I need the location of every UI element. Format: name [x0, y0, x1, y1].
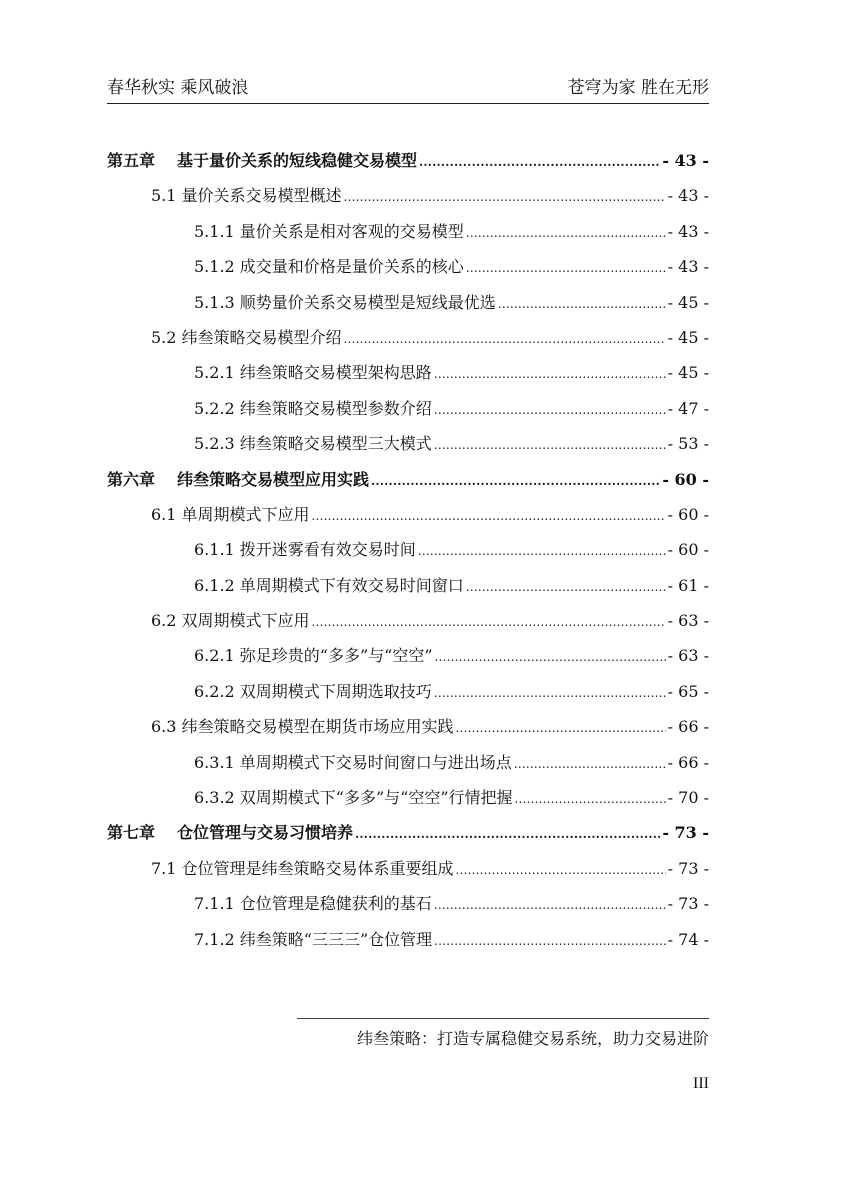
toc-entry-page: - 66 - — [667, 717, 709, 737]
toc-entry-title-text: 7.1 仓位管理是纬叁策略交易体系重要组成 — [151, 858, 454, 878]
toc-entry-page: - 43 - — [667, 186, 709, 206]
toc-entry-page: - 74 - — [667, 929, 709, 949]
dot-leader — [312, 605, 666, 640]
dot-leader — [371, 464, 660, 499]
chapter-number: 第六章 — [107, 469, 156, 489]
table-of-contents — [107, 143, 709, 957]
toc-entry-page: - 60 - — [667, 504, 709, 524]
toc-section-entry[interactable] — [107, 355, 709, 390]
toc-entry-title — [194, 214, 464, 249]
toc-entry-title-text: 仓位管理与交易习惯培养 — [177, 823, 354, 843]
toc-entry-title — [194, 249, 464, 284]
dot-leader — [456, 853, 666, 888]
dot-leader — [498, 287, 666, 322]
toc-entry-title — [107, 462, 369, 497]
toc-section-entry[interactable] — [107, 745, 709, 780]
toc-entry-page: - 73 - — [667, 894, 709, 914]
toc-section-entry[interactable] — [107, 532, 709, 567]
toc-entry-title-text: 7.1.1 仓位管理是稳健获利的基石 — [194, 894, 432, 914]
toc-entry-page: - 45 - — [667, 292, 709, 312]
dot-leader — [435, 640, 666, 675]
dot-leader — [344, 322, 666, 357]
toc-entry-title — [194, 780, 513, 815]
toc-entry-title-text: 5.2 纬叁策略交易模型介绍 — [151, 327, 342, 347]
toc-entry-title — [151, 851, 454, 886]
toc-entry-page: - 60 - — [667, 540, 709, 560]
toc-entry-title — [194, 285, 496, 320]
toc-entry-title-text: 5.1.2 成交量和价格是量价关系的核心 — [194, 257, 464, 277]
toc-section-entry[interactable] — [107, 178, 709, 213]
toc-entry-page: - 43 - — [662, 151, 709, 170]
toc-entry-title-text: 7.1.2 纬叁策略“三三三”仓位管理 — [194, 929, 433, 949]
toc-section-entry[interactable] — [107, 780, 709, 815]
toc-section-entry[interactable] — [107, 603, 709, 638]
toc-chapter-entry[interactable] — [107, 143, 709, 178]
toc-section-entry[interactable] — [107, 391, 709, 426]
toc-entry-title-text: 6.3.1 单周期模式下交易时间窗口与进出场点 — [194, 752, 512, 772]
toc-entry-title-text: 6.2.2 双周期模式下周期选取技巧 — [194, 681, 432, 701]
toc-chapter-entry[interactable] — [107, 462, 709, 497]
toc-entry-page: - 60 - — [662, 469, 709, 489]
toc-section-entry[interactable] — [107, 851, 709, 886]
toc-entry-title — [151, 497, 310, 532]
footer-divider — [297, 1018, 709, 1019]
toc-entry-page: - 73 - — [667, 858, 709, 878]
toc-entry-page: - 43 - — [667, 221, 709, 241]
toc-section-entry[interactable] — [107, 674, 709, 709]
toc-entry-page: - 47 - — [667, 398, 709, 418]
toc-entry-title — [194, 532, 416, 567]
dot-leader — [434, 393, 666, 428]
toc-section-entry[interactable] — [107, 249, 709, 284]
toc-entry-title — [107, 143, 417, 178]
dot-leader — [312, 499, 666, 534]
dot-leader — [466, 570, 666, 605]
toc-section-entry[interactable] — [107, 285, 709, 320]
toc-entry-title — [151, 320, 342, 355]
toc-entry-title-text: 6.3.2 双周期模式下“多多”与“空空”行情把握 — [194, 788, 513, 808]
dot-leader — [456, 711, 666, 746]
toc-entry-title-text: 6.3 纬叁策略交易模型在期货市场应用实践 — [151, 717, 454, 737]
toc-entry-page: - 65 - — [667, 681, 709, 701]
toc-entry-title — [194, 922, 432, 957]
toc-section-entry[interactable] — [107, 709, 709, 744]
dot-leader — [434, 428, 666, 463]
toc-entry-title-text: 5.2.3 纬叁策略交易模型三大模式 — [194, 434, 432, 454]
dot-leader — [419, 145, 660, 180]
toc-entry-title — [194, 638, 433, 673]
toc-entry-page: - 63 - — [667, 611, 709, 631]
toc-entry-title-text: 6.1.2 单周期模式下有效交易时间窗口 — [194, 575, 464, 595]
toc-entry-title — [151, 178, 342, 213]
toc-entry-title-text: 5.1 量价关系交易模型概述 — [151, 186, 342, 206]
running-header — [107, 76, 709, 100]
dot-leader — [434, 888, 666, 923]
toc-entry-page: - 43 - — [667, 257, 709, 277]
toc-entry-page: - 53 - — [667, 434, 709, 454]
toc-entry-title — [107, 815, 353, 850]
toc-entry-title — [151, 709, 454, 744]
chapter-number: 第五章 — [107, 151, 156, 170]
toc-chapter-entry[interactable] — [107, 815, 709, 850]
toc-section-entry[interactable] — [107, 886, 709, 921]
toc-entry-page: - 61 - — [667, 575, 709, 595]
toc-entry-title-text: 5.2.1 纬叁策略交易模型架构思路 — [194, 363, 432, 383]
toc-entry-page: - 66 - — [667, 752, 709, 772]
header-left-text: 春华秋实 乘风破浪 — [107, 78, 249, 98]
toc-entry-title-text: 6.2 双周期模式下应用 — [151, 611, 310, 631]
toc-entry-title — [194, 674, 432, 709]
toc-entry-title — [194, 355, 432, 390]
dot-leader — [515, 782, 666, 817]
dot-leader — [466, 216, 666, 251]
toc-entry-page: - 45 - — [667, 363, 709, 383]
toc-section-entry[interactable] — [107, 426, 709, 461]
toc-entry-page: - 63 - — [667, 646, 709, 666]
dot-leader — [434, 676, 666, 711]
footer-slogan: 纬叁策略：打造专属稳健交易系统，助力交易进阶 — [356, 1029, 709, 1048]
dot-leader — [418, 534, 666, 569]
toc-entry-page: - 45 - — [667, 327, 709, 347]
toc-entry-title — [194, 391, 432, 426]
header-divider — [107, 103, 709, 104]
toc-entry-title-text: 5.2.2 纬叁策略交易模型参数介绍 — [194, 398, 432, 418]
page-number: III — [693, 1075, 709, 1092]
dot-leader — [466, 251, 666, 286]
toc-entry-page: - 70 - — [667, 788, 709, 808]
chapter-number: 第七章 — [107, 823, 156, 843]
toc-entry-title — [194, 886, 432, 921]
dot-leader — [434, 357, 666, 392]
toc-entry-title-text: 5.1.1 量价关系是相对客观的交易模型 — [194, 221, 464, 241]
toc-entry-title-text: 6.1.1 拨开迷雾看有效交易时间 — [194, 540, 416, 560]
header-right-text: 苍穹为家 胜在无形 — [567, 78, 709, 98]
toc-entry-title — [194, 745, 512, 780]
toc-entry-title-text: 基于量价关系的短线稳健交易模型 — [177, 151, 418, 170]
toc-entry-title-text: 纬叁策略交易模型应用实践 — [177, 469, 370, 489]
toc-entry-title — [194, 568, 464, 603]
toc-entry-page: - 73 - — [662, 823, 709, 843]
toc-entry-title-text: 5.1.3 顺势量价关系交易模型是短线最优选 — [194, 292, 496, 312]
toc-entry-title — [194, 426, 432, 461]
toc-section-entry[interactable] — [107, 638, 709, 673]
toc-entry-title-text: 6.2.1 弥足珍贵的“多多”与“空空” — [194, 646, 433, 666]
toc-section-entry[interactable] — [107, 320, 709, 355]
toc-section-entry[interactable] — [107, 214, 709, 249]
dot-leader — [355, 817, 660, 852]
dot-leader — [434, 924, 665, 959]
toc-entry-title-text: 6.1 单周期模式下应用 — [151, 504, 310, 524]
toc-entry-title — [151, 603, 310, 638]
toc-section-entry[interactable] — [107, 922, 709, 957]
toc-section-entry[interactable] — [107, 497, 709, 532]
dot-leader — [344, 180, 666, 215]
dot-leader — [514, 747, 666, 782]
toc-section-entry[interactable] — [107, 568, 709, 603]
